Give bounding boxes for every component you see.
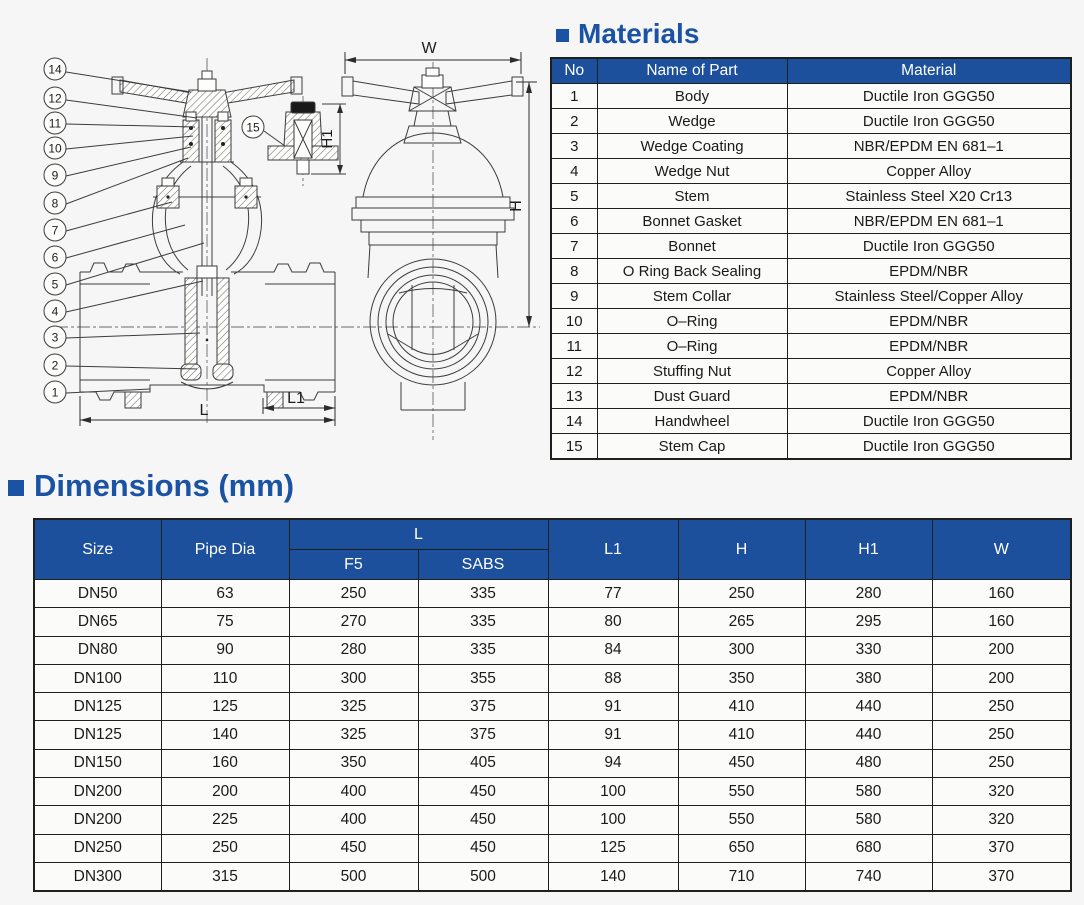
- no-cell: 10: [551, 309, 597, 334]
- f5-cell: 500: [289, 862, 418, 891]
- pipe-dia-cell: 225: [161, 806, 289, 834]
- part-name-cell: Stem: [597, 184, 787, 209]
- dim-label-H: H: [508, 200, 525, 212]
- sabs-cell: 355: [418, 664, 548, 692]
- svg-text:5: 5: [51, 277, 59, 292]
- sabs-cell: 450: [418, 806, 548, 834]
- sabs-cell: 405: [418, 749, 548, 777]
- materials-table-body: [551, 84, 1071, 460]
- l1-cell: 91: [548, 693, 678, 721]
- h1-cell: 295: [805, 608, 932, 636]
- table-row: [34, 580, 1071, 608]
- pipe-dia-cell: 160: [161, 749, 289, 777]
- part-name-cell: Stuffing Nut: [597, 359, 787, 384]
- part-name-cell: Bonnet Gasket: [597, 209, 787, 234]
- l1-cell: 94: [548, 749, 678, 777]
- callout-10: [44, 136, 193, 159]
- body-lug: [267, 392, 283, 408]
- pipe-dia-cell: 250: [161, 834, 289, 862]
- material-cell: Ductile Iron GGG50: [787, 409, 1071, 434]
- pipe-dia-cell: 75: [161, 608, 289, 636]
- l1-column-header: L1: [548, 519, 678, 580]
- valve-drawings: [0, 0, 545, 462]
- no-cell: 2: [551, 109, 597, 134]
- h-cell: 450: [678, 749, 805, 777]
- size-cell: DN125: [34, 693, 161, 721]
- size-cell: DN150: [34, 749, 161, 777]
- no-cell: 14: [551, 409, 597, 434]
- svg-text:8: 8: [51, 196, 59, 211]
- table-row: [34, 778, 1071, 806]
- svg-text:6: 6: [51, 250, 59, 265]
- sabs-cell: 335: [418, 580, 548, 608]
- table-row: [551, 134, 1071, 159]
- part-name-cell: Handwheel: [597, 409, 787, 434]
- h1-cell: 580: [805, 806, 932, 834]
- pipe-dia-cell: 140: [161, 721, 289, 749]
- size-cell: DN300: [34, 862, 161, 891]
- f5-cell: 350: [289, 749, 418, 777]
- body-lug: [125, 392, 141, 408]
- h1-cell: 580: [805, 778, 932, 806]
- size-cell: DN250: [34, 834, 161, 862]
- no-cell: 12: [551, 359, 597, 384]
- no-cell: 4: [551, 159, 597, 184]
- l1-cell: 80: [548, 608, 678, 636]
- svg-text:10: 10: [48, 141, 62, 156]
- svg-text:11: 11: [48, 116, 62, 131]
- table-row: [34, 608, 1071, 636]
- callout-14: [44, 58, 191, 92]
- l-group-column-header: L: [289, 519, 548, 550]
- svg-text:7: 7: [51, 223, 59, 238]
- part-name-cell: O–Ring: [597, 334, 787, 359]
- f5-cell: 280: [289, 636, 418, 664]
- f5-cell: 300: [289, 664, 418, 692]
- material-cell: Stainless Steel/Copper Alloy: [787, 284, 1071, 309]
- w-column-header: W: [932, 519, 1071, 580]
- w-cell: 250: [932, 749, 1071, 777]
- table-row: [34, 749, 1071, 777]
- dim-label-L: L: [199, 402, 209, 419]
- h1-cell: 440: [805, 693, 932, 721]
- part-name-cell: Wedge: [597, 109, 787, 134]
- part-name-cell: Stem Cap: [597, 434, 787, 460]
- pipe-dia-cell: 110: [161, 664, 289, 692]
- material-cell: Ductile Iron GGG50: [787, 434, 1071, 460]
- pipe-dia-cell: 200: [161, 778, 289, 806]
- callout-15: [242, 116, 285, 146]
- no-cell: 5: [551, 184, 597, 209]
- w-cell: 320: [932, 806, 1071, 834]
- pipe-dia-cell: 90: [161, 636, 289, 664]
- w-cell: 160: [932, 580, 1071, 608]
- material-cell: NBR/EPDM EN 681–1: [787, 134, 1071, 159]
- materials-section-title: [556, 18, 699, 50]
- section-bullet-icon: [556, 29, 569, 42]
- h1-column-header: H1: [805, 519, 932, 580]
- h-cell: 550: [678, 806, 805, 834]
- h-cell: 350: [678, 664, 805, 692]
- h1-cell: 380: [805, 664, 932, 692]
- material-cell: Copper Alloy: [787, 159, 1071, 184]
- size-cell: DN100: [34, 664, 161, 692]
- w-cell: 160: [932, 608, 1071, 636]
- svg-text:2: 2: [51, 358, 59, 373]
- svg-text:4: 4: [51, 304, 59, 319]
- material-cell: Ductile Iron GGG50: [787, 84, 1071, 109]
- size-cell: DN200: [34, 778, 161, 806]
- wedge: [185, 278, 197, 366]
- table-row: [551, 434, 1071, 460]
- sabs-cell: 335: [418, 636, 548, 664]
- pipe-dia-cell: 125: [161, 693, 289, 721]
- sabs-cell: 450: [418, 834, 548, 862]
- table-row: [551, 384, 1071, 409]
- pipe-dia-cell: 63: [161, 580, 289, 608]
- h-column-header: H: [678, 519, 805, 580]
- dim-label-W: W: [421, 40, 437, 57]
- header-row: [551, 58, 1071, 84]
- dim-label-H1: H1: [319, 129, 336, 149]
- dimensions-table-body: [34, 580, 1071, 892]
- no-cell: 15: [551, 434, 597, 460]
- no-cell: 3: [551, 134, 597, 159]
- valve-end-view: [342, 40, 537, 410]
- table-row: [551, 359, 1071, 384]
- callout-2: [44, 354, 197, 376]
- sabs-column-header: SABS: [418, 550, 548, 580]
- size-cell: DN65: [34, 608, 161, 636]
- table-row: [34, 664, 1071, 692]
- w-cell: 250: [932, 721, 1071, 749]
- sabs-cell: 375: [418, 721, 548, 749]
- f5-cell: 325: [289, 721, 418, 749]
- size-cell: DN50: [34, 580, 161, 608]
- l1-cell: 77: [548, 580, 678, 608]
- h-cell: 410: [678, 721, 805, 749]
- table-row: [551, 209, 1071, 234]
- table-row: [551, 159, 1071, 184]
- h1-cell: 740: [805, 862, 932, 891]
- pipe-dia-column-header: Pipe Dia: [161, 519, 289, 580]
- part-name-cell: O–Ring: [597, 309, 787, 334]
- part-name-column-header: Name of Part: [597, 58, 787, 84]
- table-row: [551, 284, 1071, 309]
- sabs-cell: 450: [418, 778, 548, 806]
- w-cell: 370: [932, 834, 1071, 862]
- handwheel-spoke: [222, 80, 294, 104]
- material-cell: Ductile Iron GGG50: [787, 109, 1071, 134]
- no-column-header: No: [551, 58, 597, 84]
- h-cell: 250: [678, 580, 805, 608]
- part-name-cell: Wedge Coating: [597, 134, 787, 159]
- no-cell: 11: [551, 334, 597, 359]
- w-cell: 200: [932, 664, 1071, 692]
- svg-text:14: 14: [48, 62, 62, 77]
- sabs-cell: 375: [418, 693, 548, 721]
- l1-cell: 125: [548, 834, 678, 862]
- handwheel-spoke: [120, 80, 192, 104]
- svg-text:1: 1: [51, 385, 59, 400]
- table-row: [34, 693, 1071, 721]
- part-name-cell: Bonnet: [597, 234, 787, 259]
- size-cell: DN80: [34, 636, 161, 664]
- h1-cell: 440: [805, 721, 932, 749]
- w-cell: 370: [932, 862, 1071, 891]
- h-cell: 410: [678, 693, 805, 721]
- h1-cell: 280: [805, 580, 932, 608]
- f5-cell: 325: [289, 693, 418, 721]
- size-column-header: Size: [34, 519, 161, 580]
- f5-cell: 400: [289, 806, 418, 834]
- materials-table: [550, 57, 1072, 460]
- stem-cap-detail: [268, 102, 346, 174]
- callout-4: [44, 281, 203, 322]
- table-row: [551, 334, 1071, 359]
- dimensions-table: [33, 518, 1072, 892]
- dimension-L: [80, 390, 335, 426]
- callout-15-number: 15: [246, 120, 260, 135]
- table-row: [34, 636, 1071, 664]
- material-cell: Ductile Iron GGG50: [787, 234, 1071, 259]
- h-cell: 650: [678, 834, 805, 862]
- callout-3: [44, 326, 200, 348]
- table-row: [551, 309, 1071, 334]
- no-cell: 1: [551, 84, 597, 109]
- part-name-cell: Body: [597, 84, 787, 109]
- table-row: [551, 409, 1071, 434]
- l1-cell: 100: [548, 778, 678, 806]
- material-cell: NBR/EPDM EN 681–1: [787, 209, 1071, 234]
- no-cell: 13: [551, 384, 597, 409]
- w-cell: 200: [932, 636, 1071, 664]
- f5-cell: 270: [289, 608, 418, 636]
- no-cell: 7: [551, 234, 597, 259]
- dimensions-table-header: [34, 519, 1071, 580]
- l1-cell: 140: [548, 862, 678, 891]
- section-bullet-icon: [8, 480, 24, 496]
- table-row: [34, 834, 1071, 862]
- materials-title-text: Materials: [578, 18, 700, 49]
- svg-text:3: 3: [51, 330, 59, 345]
- callout-11: [44, 112, 195, 134]
- header-row: [34, 519, 1071, 550]
- material-cell: EPDM/NBR: [787, 334, 1071, 359]
- table-row: [551, 184, 1071, 209]
- wedge-nut: [197, 266, 217, 278]
- material-cell: EPDM/NBR: [787, 259, 1071, 284]
- w-cell: 320: [932, 778, 1071, 806]
- callout-column: [44, 58, 204, 403]
- dimensions-section-title: [8, 468, 294, 504]
- no-cell: 9: [551, 284, 597, 309]
- l1-cell: 88: [548, 664, 678, 692]
- sabs-cell: 335: [418, 608, 548, 636]
- l1-cell: 100: [548, 806, 678, 834]
- h1-cell: 480: [805, 749, 932, 777]
- part-name-cell: O Ring Back Sealing: [597, 259, 787, 284]
- table-row: [551, 84, 1071, 109]
- l1-cell: 91: [548, 721, 678, 749]
- material-column-header: Material: [787, 58, 1071, 84]
- size-cell: DN200: [34, 806, 161, 834]
- part-name-cell: Stem Collar: [597, 284, 787, 309]
- material-cell: EPDM/NBR: [787, 309, 1071, 334]
- l1-cell: 84: [548, 636, 678, 664]
- table-row: [551, 109, 1071, 134]
- table-row: [551, 259, 1071, 284]
- h1-cell: 330: [805, 636, 932, 664]
- stem-nut: [198, 79, 216, 91]
- size-cell: DN125: [34, 721, 161, 749]
- dim-label-L1: L1: [287, 390, 305, 407]
- materials-table-header: [551, 58, 1071, 84]
- h-cell: 550: [678, 778, 805, 806]
- no-cell: 8: [551, 259, 597, 284]
- h-cell: 300: [678, 636, 805, 664]
- pipe-dia-cell: 315: [161, 862, 289, 891]
- sabs-cell: 500: [418, 862, 548, 891]
- svg-text:9: 9: [51, 168, 59, 183]
- w-cell: 250: [932, 693, 1071, 721]
- svg-text:12: 12: [48, 91, 62, 106]
- table-row: [34, 806, 1071, 834]
- table-row: [34, 721, 1071, 749]
- material-cell: Copper Alloy: [787, 359, 1071, 384]
- dimensions-title-text: Dimensions (mm): [34, 468, 295, 503]
- table-row: [551, 234, 1071, 259]
- h-cell: 710: [678, 862, 805, 891]
- f5-cell: 250: [289, 580, 418, 608]
- material-cell: EPDM/NBR: [787, 384, 1071, 409]
- table-row: [34, 862, 1071, 891]
- f5-cell: 450: [289, 834, 418, 862]
- no-cell: 6: [551, 209, 597, 234]
- material-cell: Stainless Steel X20 Cr13: [787, 184, 1071, 209]
- h-cell: 265: [678, 608, 805, 636]
- part-name-cell: Dust Guard: [597, 384, 787, 409]
- f5-column-header: F5: [289, 550, 418, 580]
- h1-cell: 680: [805, 834, 932, 862]
- f5-cell: 400: [289, 778, 418, 806]
- part-name-cell: Wedge Nut: [597, 159, 787, 184]
